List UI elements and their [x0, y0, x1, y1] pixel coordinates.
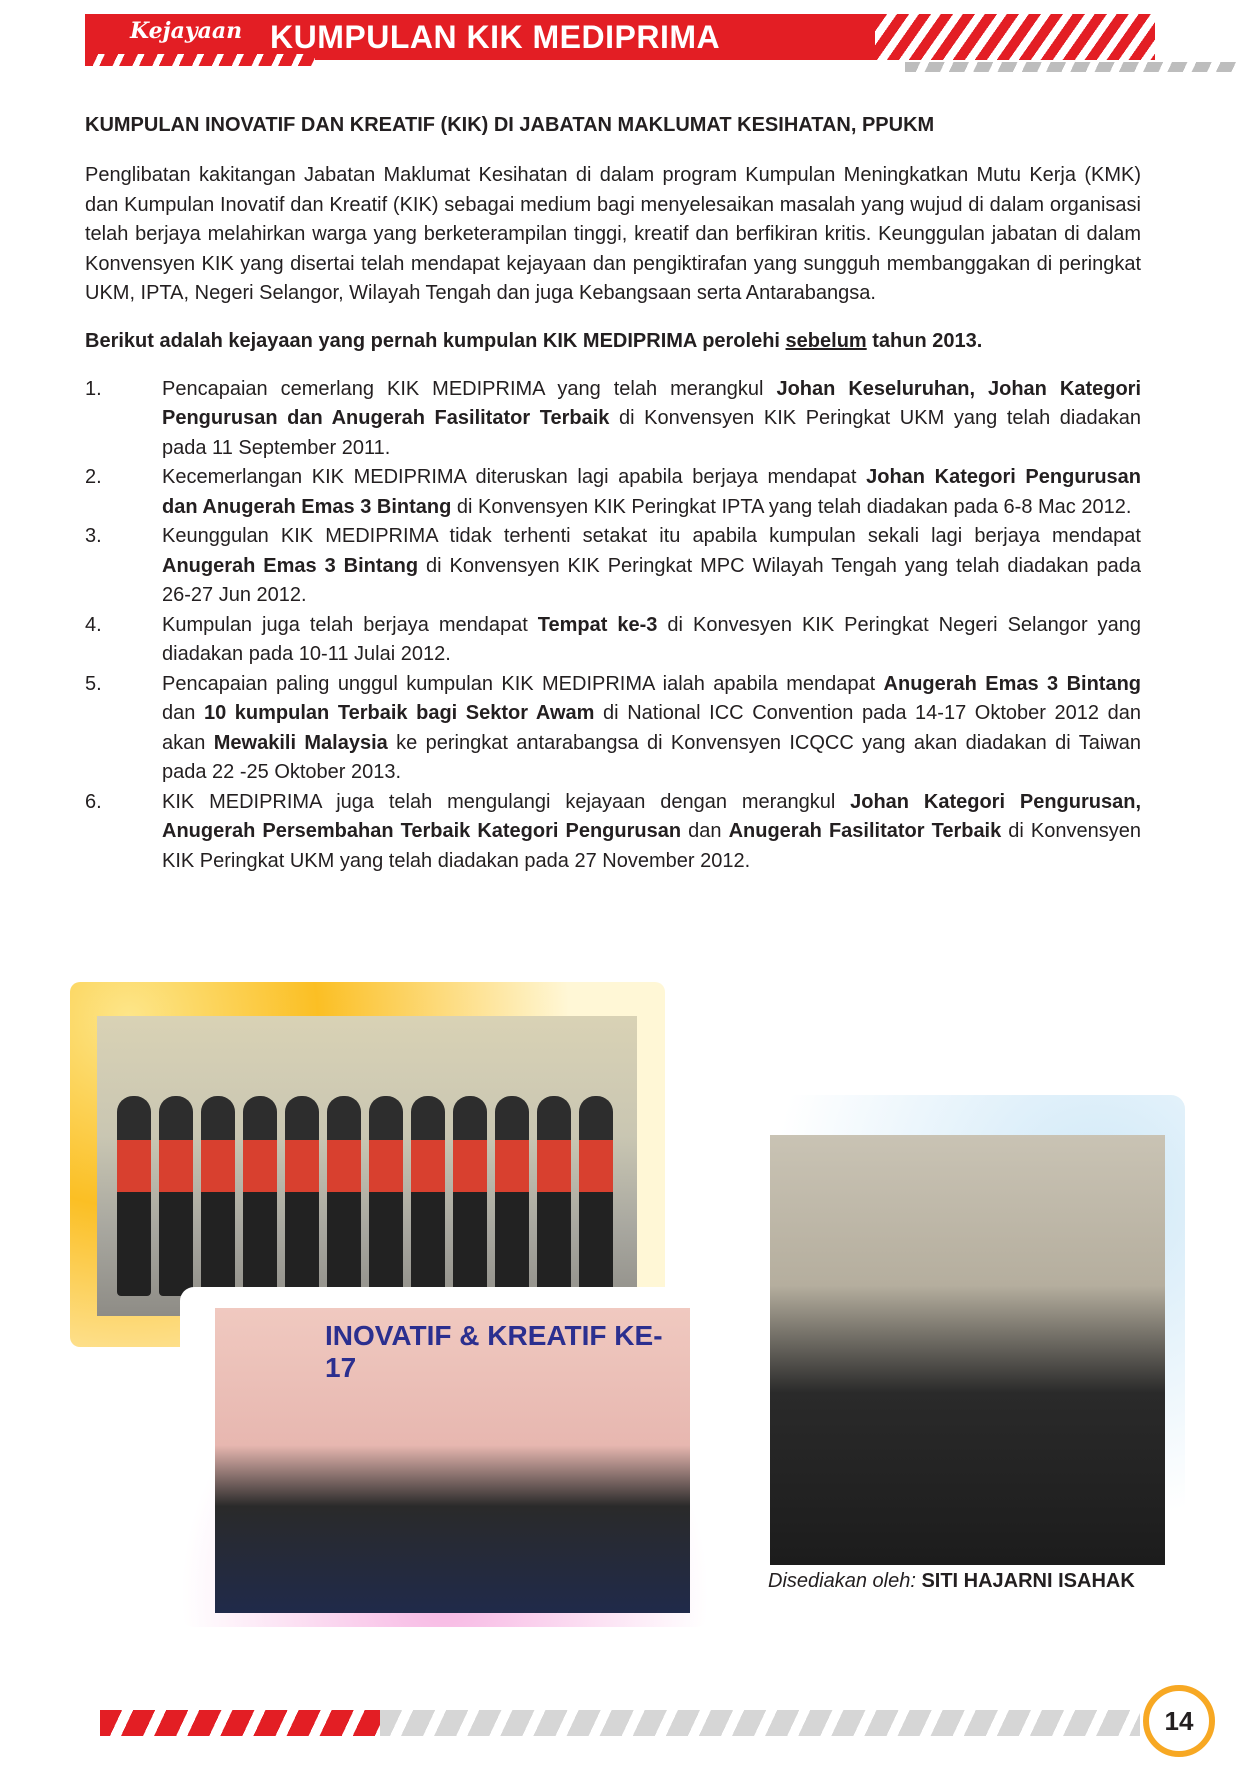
achievement-text: KIK MEDIPRIMA juga telah mengulangi kejayaan dengan merangkul — [162, 790, 851, 813]
lead-sentence — [85, 330, 1141, 353]
achievement-highlight: Mewakili Malaysia — [213, 731, 388, 754]
achievement-item — [85, 375, 1141, 464]
achievement-text: Keunggulan KIK MEDIPRIMA tidak terhenti setakat itu apabila kumpulan sekali lagi berjaya mendapat — [162, 525, 1141, 547]
achievement-number: 6. — [85, 790, 102, 813]
page-number: 14 — [1143, 1685, 1215, 1757]
header-grey-stripes — [905, 62, 1240, 72]
header-diagonal-stripes — [875, 14, 1155, 60]
achievement-number: 2. — [85, 466, 102, 488]
person-silhouette — [201, 1096, 235, 1296]
achievement-item — [85, 670, 1141, 788]
credit-line — [768, 1570, 1135, 1593]
achievement-text: Pencapaian cemerlang KIK MEDIPRIMA yang telah merangkul — [162, 377, 777, 400]
person-silhouette — [579, 1096, 613, 1296]
achievement-highlight: 10 kumpulan Terbaik bagi Sektor Awam — [203, 702, 595, 724]
person-silhouette — [327, 1096, 361, 1296]
credit-label: Disediakan oleh: — [768, 1570, 916, 1592]
article-heading: KUMPULAN INOVATIF DAN KREATIF (KIK) DI JABATAN MAKLUMAT KESIHATAN, PPUKM — [85, 114, 935, 136]
achievement-text: ke peringkat antarabangsa di Konvensyen ICQCC yang akan diadakan di Taiwan pada 22 -25 Oktober 2013. — [162, 731, 1141, 783]
achievement-list — [85, 375, 1141, 877]
credit-name: SITI HAJARNI ISAHAK — [921, 1570, 1135, 1592]
achievement-text: di Konvensyen KIK Peringkat IPTA yang telah diadakan pada 6-8 Mac 2012. — [451, 495, 1132, 518]
achievement-highlight: Johan Keseluruhan, Johan Kategori Pengurusan dan Anugerah Fasilitator Terbaik — [162, 377, 1141, 429]
article-body — [85, 114, 1141, 876]
lead-before: Berikut adalah kejayaan yang pernah kumpulan KIK MEDIPRIMA perolehi — [85, 329, 786, 352]
photo-banner-text: INOVATIF & KREATIF KE-17 — [325, 1320, 663, 1383]
page-title: KUMPULAN KIK MEDIPRIMA — [270, 19, 721, 55]
achievement-item — [85, 788, 1141, 877]
achievement-text: Pencapaian paling unggul kumpulan KIK MEDIPRIMA ialah apabila mendapat — [162, 672, 884, 695]
achievement-text: dan — [162, 702, 204, 724]
achievement-text: di Konvensyen KIK Peringkat UKM yang telah diadakan pada 27 November 2012. — [162, 820, 1141, 872]
footer-grey-stripes — [380, 1710, 1140, 1736]
achievement-highlight: Johan Kategori Pengurusan, Anugerah Persembahan Terbaik Kategori Pengurusan — [162, 790, 1141, 842]
achievement-highlight: Anugerah Fasilitator Terbaik — [728, 820, 1002, 842]
person-silhouette — [495, 1096, 529, 1296]
person-silhouette — [285, 1096, 319, 1296]
person-silhouette — [369, 1096, 403, 1296]
achievement-text: Kecemerlangan KIK MEDIPRIMA diteruskan lagi apabila berjaya mendapat — [162, 466, 867, 488]
achievement-number: 3. — [85, 525, 102, 547]
achievement-number: 5. — [85, 672, 102, 695]
person-silhouette — [411, 1096, 445, 1296]
group-photo-3 — [215, 1308, 690, 1613]
group-photo-1 — [97, 1016, 637, 1316]
group-photo-2 — [770, 1135, 1165, 1565]
header-banner — [85, 14, 1240, 69]
achievement-number: 4. — [85, 613, 102, 636]
person-silhouette — [537, 1096, 571, 1296]
achievement-number: 1. — [85, 377, 102, 400]
achievement-text: dan — [681, 820, 729, 842]
achievement-item — [85, 463, 1141, 522]
achievement-text: Kumpulan juga telah berjaya mendapat — [162, 613, 538, 636]
achievement-item — [85, 611, 1141, 670]
achievement-text: di Konvensyen KIK Peringkat MPC Wilayah Tengah yang telah diadakan pada 26-27 Jun 2012. — [162, 554, 1141, 606]
achievement-highlight: Johan Kategori Pengurusan dan Anugerah Emas 3 Bintang — [162, 466, 1141, 518]
lead-after: tahun 2013. — [866, 329, 983, 352]
achievement-highlight: Anugerah Emas 3 Bintang — [883, 672, 1141, 695]
intro-paragraph: Penglibatan kakitangan Jabatan Maklumat Kesihatan di dalam program Kumpulan Meningkatkan Mutu Kerja (KMK) dan Kumpulan Inovatif dan Kreatif (KIK) sebagai medium bagi menyelesaikan masalah yang wujud di dalam organisasi telah berjaya melahirkan warga yang berketerampilan tinggi, kreatif dan berfikiran kritis. Keunggulan jabatan di dalam Konvensyen KIK yang disertai telah mendapat kejayaan dan pengiktirafan yang sungguh membanggakan di peringkat UKM, IPTA, Negeri Selangor, Wilayah Tengah dan juga Kebangsaan serta Antarabangsa. — [85, 164, 1141, 304]
achievement-text: di National ICC Convention pada 14-17 Oktober 2012 dan akan — [162, 702, 1141, 754]
lead-underlined: sebelum — [785, 329, 867, 352]
person-silhouette — [117, 1096, 151, 1296]
person-silhouette — [453, 1096, 487, 1296]
achievement-item — [85, 522, 1141, 611]
person-silhouette — [243, 1096, 277, 1296]
person-silhouette — [159, 1096, 193, 1296]
achievement-highlight: Tempat ke-3 — [537, 613, 658, 636]
achievement-highlight: Anugerah Emas 3 Bintang — [162, 554, 419, 577]
header-tag: Kejayaan — [130, 18, 243, 44]
achievement-text: di Konvesyen KIK Peringkat Negeri Selangor yang diadakan pada 10-11 Julai 2012. — [162, 613, 1141, 665]
achievement-text: di Konvensyen KIK Peringkat UKM yang telah diadakan pada 11 September 2011. — [162, 407, 1141, 459]
